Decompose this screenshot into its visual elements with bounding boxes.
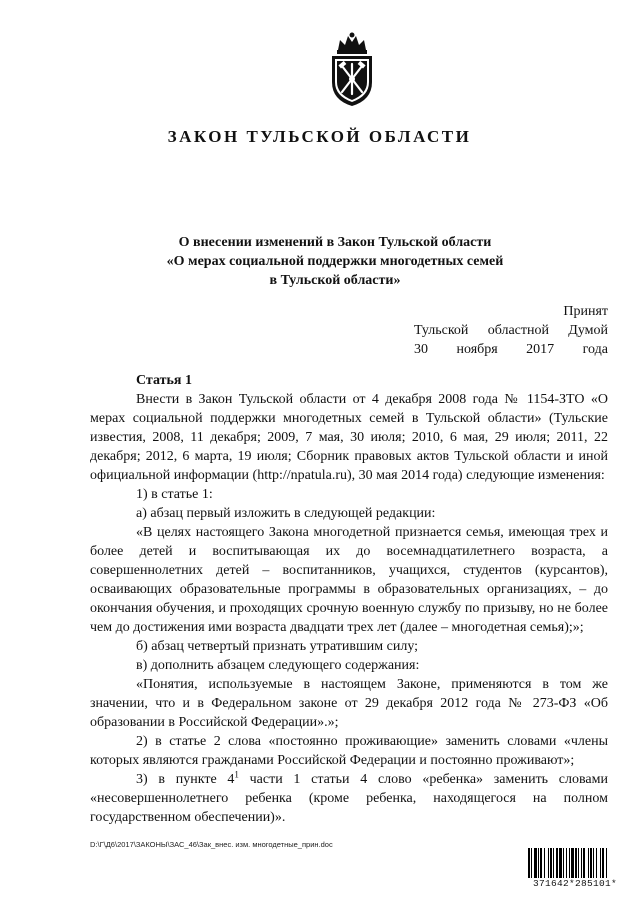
article-subitem-a: а) абзац первый изложить в следующей редакции: [136,506,436,521]
article-1 [90,371,608,827]
heading-line-1: О внесении изменений в Закон Тульской области [178,235,492,250]
article-paragraph-intro: Внести в Закон Тульской области от 4 декабря 2008 года № 1154-ЗТО «О мерах социальной поддержки многодетных семей в Тульской области» (Тульские известия, 2008, 11 декабря; 2009, 7 мая, 30 июля; 2010, 6 мая, 29 июля; 2011, 22 декабря; 2012, 6 марта, 19 июля; Сборник правовых актов Тульской области и иной официальной информации (http://npatula.ru), 30 мая 2014 года) следующие изменения: [90,392,608,483]
adoption-block [414,302,608,359]
item-3-start: 3) в пункте 4 [136,772,235,787]
document-heading [100,233,570,290]
heading-line-2: «О мерах социальной поддержки многодетных семей [166,254,504,269]
article-quoted-definition: «В целях настоящего Закона многодетной признается семья, имеющая трех и более детей и воспитывающая их до восемнадцатилетнего возраста, а совершеннолетних детей – воспитанников, учащихся, студентов (курсантов), осваивающих образовательные программы в образовательных организациях, – до окончания обучения, и проходящих срочную военную службу по призыву, но не более чем до достижения ими возраста двадцати трех лет (далее – многодетная семья);»; [90,525,608,635]
adopted-date: 30 ноября 2017 года [414,342,608,357]
adopted-label: Принят [563,304,608,319]
adopted-by: Тульской областной Думой [414,323,608,338]
article-item-1: 1) в статье 1: [136,487,213,502]
article-subitem-v: в) дополнить абзацем следующего содержания: [136,658,420,673]
heading-line-3: в Тульской области» [269,273,401,288]
article-quoted-concepts: «Понятия, используемые в настоящем Законе, применяются в том же значении, что и в Федеральном законе от 29 декабря 2012 года № 273-ФЗ «Об образовании в Российской Федерации».»; [90,677,608,730]
article-subitem-b: б) абзац четвертый признать утратившим силу; [136,639,419,654]
item-3-rest: части 1 статьи 4 слово «ребенка» заменить словами «несовершеннолетнего ребенка (кроме ребенка, находящегося на полном государственном обеспечении)». [90,772,608,825]
coat-of-arms-emblem [322,30,382,110]
article-title: Статья 1 [136,373,192,388]
file-path: D:\Г\Д6\2017\ЗАКОНЫ\ЗАС_46\Зак_внес. изм. многодетные_прин.doc [90,840,333,849]
article-item-3 [90,770,608,827]
barcode-number: 371642*285101* [532,878,617,889]
item-3-superscript: 1 [234,769,239,780]
article-item-2: 2) в статье 2 слова «постоянно проживающие» заменить словами «члены которых являются гражданами Российской Федерации и постоянно проживают»; [90,734,608,768]
barcode [528,848,622,878]
law-title: ЗАКОН ТУЛЬСКОЙ ОБЛАСТИ [167,127,472,146]
